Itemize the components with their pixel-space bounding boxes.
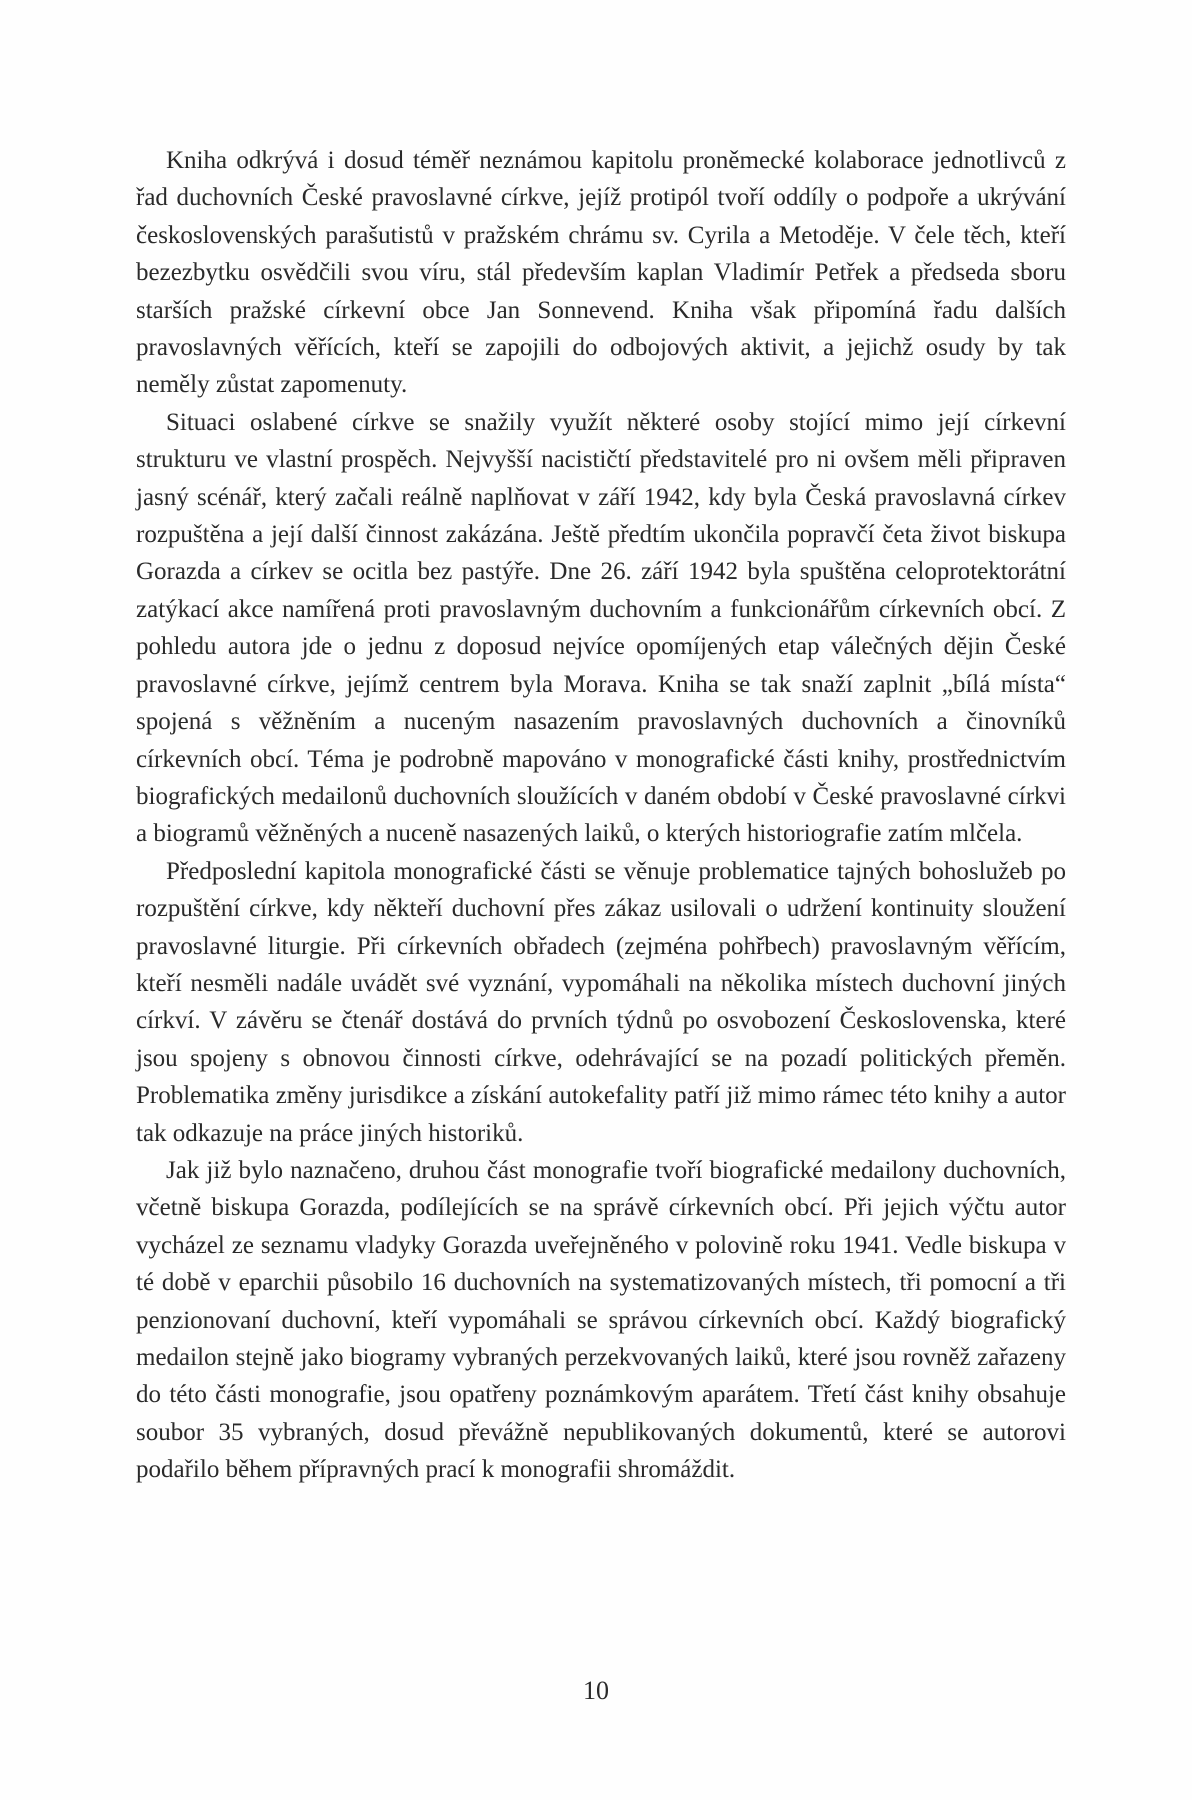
paragraph-3: Předposlední kapitola monografické části se věnuje problematice tajných bohoslužeb po rozpuštění církve, kdy někteří duchovní přes zákaz usilovali o udržení kontinuity sloužení pravoslavné liturgie. Při církevních obřadech (zejména pohřbech) pravoslavným věřícím, kteří nesměli nadále uvádět své vyznání, vypomáhali na několika místech duchovní jiných církví. V závěru se čtenář dostává do prvních týdnů po osvobození Československa, které jsou spojeny s obnovou činnosti církve, odehrávající se na pozadí politických přeměn. Problematika změny jurisdikce a získání autokefality patří již mimo rámec této knihy a autor tak odkazuje na práce jiných historiků. bbox=[136, 857, 1066, 1147]
paragraph-1: Kniha odkrývá i dosud téměř neznámou kapitolu proněmecké kolaborace jednotlivců z řad duchovních České pravoslavné církve, jejíž protipól tvoří oddíly o podpoře a ukrývání československých parašutistů v pražském chrámu sv. Cyrila a Metoděje. V čele těch, kteří bezezbytku osvědčili svou víru, stál především kaplan Vladimír Petřek a předseda sboru starších pražské církevní obce Jan Sonnevend. Kniha však připomíná řadu dalších pravoslavných věřících, kteří se zapojili do odbojových aktivit, a jejichž osudy by tak neměly zůstat zapomenuty. bbox=[136, 147, 1066, 399]
page-number: 10 bbox=[583, 1676, 609, 1705]
body-text bbox=[136, 142, 1066, 1489]
paragraph-2: Situaci oslabené církve se snažily využít některé osoby stojící mimo její církevní strukturu ve vlastní prospěch. Nejvyšší nacističtí představitelé pro ni ovšem měli připraven jasný scénář, který začali reálně naplňovat v září 1942, kdy byla Česká pravoslavná církev rozpuštěna a její další činnost zakázána. Ještě předtím ukončila popravčí četa život biskupa Gorazda a církev se ocitla bez pastýře. Dne 26. září 1942 byla spuštěna celoprotektorátní zatýkací akce namířená proti pravoslavným duchovním a funkcionářům církevních obcí. Z pohledu autora jde o jednu z doposud nejvíce opomíjených etap válečných dějin České pravoslavné církve, jejímž centrem byla Morava. Kniha se tak snaží zaplnit „bílá místa“ spojená s věžněním a nuceným nasazením pravoslavných duchovních a činovníků církevních obcí. Téma je podrobně mapováno v monografické části knihy, prostřednictvím biografických medailonů duchovních sloužících v daném období v České pravoslavné církvi a biogramů věžněných a nuceně nasazených laiků, o kterých historiografie zatím mlčela. bbox=[136, 408, 1066, 848]
paragraph-4: Jak již bylo naznačeno, druhou část monografie tvoří biografické medailony duchovních, včetně biskupa Gorazda, podílejících se na správě církevních obcí. Při jejich výčtu autor vycházel ze seznamu vladyky Gorazda uveřejněného v polovině roku 1941. Vedle biskupa v té době v eparchii působilo 16 duchovních na systematizovaných místech, tři pomocní a tři penzionovaní duchovní, kteří vypomáhali se správou církevních obcí. Každý biografický medailon stejně jako biogramy vybraných perzekvovaných laiků, které jsou rovněž zařazeny do této části monografie, jsou opatřeny poznámkovým aparátem. Třetí část knihy obsahuje soubor 35 vybraných, dosud převážně nepublikovaných dokumentů, které se autorovi podařilo během přípravných prací k monografii shromáždit. bbox=[136, 1156, 1066, 1484]
